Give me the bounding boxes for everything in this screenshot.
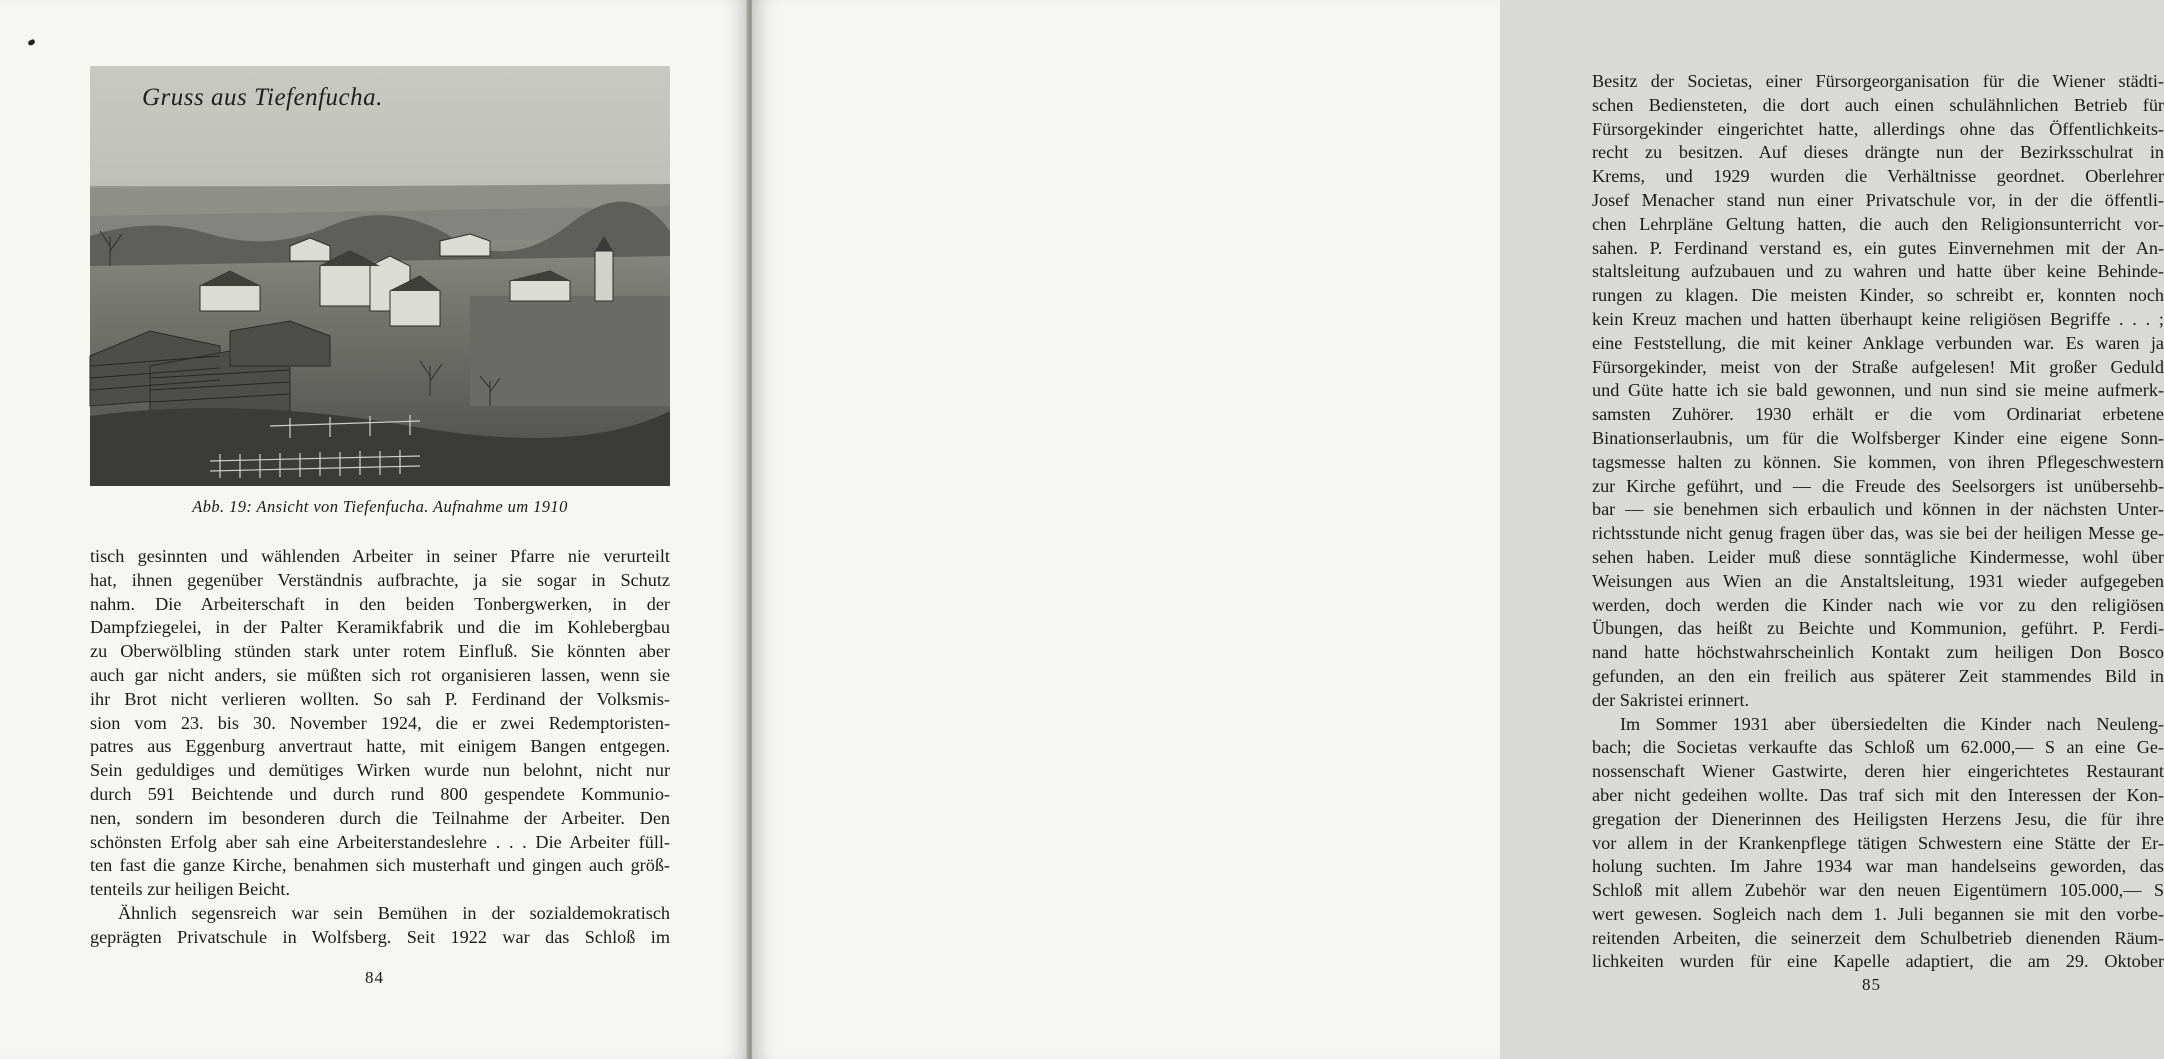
right-page [752, 0, 2164, 1059]
text-line: Fürsorgekinder eingerichtet hatte, allerdings ohne das Öffentlichkeits- [1592, 118, 2164, 139]
text-line: bach; die Societas verkaufte das Schloß um 62.000,— S an eine Ge- [1592, 737, 2164, 758]
text-line: hat, ihnen gegenüber Verständnis aufbrachte, ja sie sogar in Schutz [90, 569, 670, 590]
text-line: gregation der Dienerinnen des Heiligsten Herzens Jesu, die für ihre [1592, 808, 2164, 829]
text-line: nahm. Die Arbeiterschaft in den beiden Tonbergwerken, in der [90, 593, 670, 614]
text-line: ten fast die ganze Kirche, benahmen sich musterhaft und gingen auch größ- [90, 855, 670, 876]
text-line: lichkeiten wurden für eine Kapelle adaptiert, die am 29. Oktober [1592, 951, 2164, 972]
text-line: ihr Brot nicht verlieren wollten. So sah P. Ferdinand der Volksmis- [90, 688, 670, 709]
text-line: der Sakristei erinnert. [1592, 689, 1750, 710]
text-line: vor allem in der Krankenpflege tätigen Schwestern eine Stätte der Er- [1592, 832, 2164, 853]
text-line: auch gar nicht anders, sie müßten sich rot organisieren lassen, wenn sie [90, 664, 670, 685]
text-line: nand hatte höchstwahrscheinlich Kontakt zum heiligen Don Bosco [1592, 642, 2164, 663]
text-line: gefunden, an den ein freilich aus späterer Zeit stammendes Bild in [1592, 665, 2164, 686]
text-line: Schloß mit allem Zubehör war den neuen Eigentümern 105.000,— S [1592, 880, 2164, 901]
text-line: tisch gesinnten und wählenden Arbeiter in seiner Pfarre nie verurteilt [90, 546, 670, 566]
text-line: samsten Zuhörer. 1930 erhält er die vom Ordinariat erbetene [1592, 404, 2164, 425]
text-line: durch 591 Beichtende und durch rund 800 gespendete Kommunio- [90, 783, 670, 804]
text-line: bar — sie benehmen sich erbaulich und können in der nächsten Unter- [1592, 499, 2164, 520]
text-line: zu Oberwölbling stünden stark unter rotem Einfluß. Sie könnten aber [90, 641, 670, 662]
text-line: Dampfziegelei, in der Palter Keramikfabrik und die im Kohlebergbau [90, 617, 670, 638]
page-number-right: 85 [1862, 975, 1881, 994]
text-line: schönsten Erfolg aber sah eine Arbeiterstandeslehre . . . Die Arbeiter füll- [90, 831, 670, 852]
figure-caption: Abb. 19: Ansicht von Tiefenfucha. Aufnahme um 1910 [192, 497, 568, 516]
text-line: tenteils zur heiligen Beicht. [90, 879, 291, 900]
text-line: Binationserlaubnis, um für die Wolfsberger Kinder eine eigene Sonn- [1592, 427, 2164, 448]
text-line: tagsmesse halten zu können. Sie kommen, von ihren Pflegeschwestern [1592, 451, 2164, 472]
text-line: rungen zu klagen. Die meisten Kinder, so schreibt er, konnten noch [1592, 285, 2164, 306]
photo-title: Gruss aus Tiefenfucha. [142, 84, 383, 111]
text-line: holung suchten. Im Jahre 1934 war man handelseins geworden, das [1592, 856, 2164, 877]
text-line: Weisungen aus Wien an die Anstaltsleitung, 1931 wieder aufgegeben [1592, 570, 2164, 591]
text-line: recht zu besitzen. Auf dieses drängte nun der Bezirksschulrat in [1592, 142, 2164, 163]
text-line: chen Lehrpläne Geltung hatten, die auch den Religionsunterricht vor- [1592, 213, 2164, 234]
text-line: Übungen, das heißt zu Beichte und Kommunion, geführt. P. Ferdi- [1592, 618, 2164, 639]
page-number-left: 84 [365, 968, 384, 987]
text-line: Besitz der Societas, einer Fürsorgeorganisation für die Wiener städti- [1592, 71, 2164, 91]
right-body-text [1592, 70, 2164, 974]
text-line: richtsstunde nicht genug fragen über das, was sie bei der heiligen Messe ge- [1592, 523, 2164, 544]
text-line: schen Bediensteten, die dort auch einen schulähnlichen Betrieb für [1592, 94, 2164, 115]
left-page [0, 0, 748, 1059]
text-line: nen, sondern im besonderen durch die Teilnahme der Arbeiter. Den [90, 807, 670, 828]
text-line: Im Sommer 1931 aber übersiedelten die Kinder nach Neuleng- [1620, 713, 2164, 734]
text-line: patres aus Eggenburg anvertraut hatte, mit einigem Bangen entgegen. [90, 736, 670, 757]
text-line: staltsleitung aufzubauen und zu wahren und hatte über keine Behinde- [1592, 261, 2164, 282]
village-photo [90, 66, 670, 486]
text-line: sion vom 23. bis 30. November 1924, die er zwei Redemptoristen- [90, 712, 670, 733]
text-line: und Güte hatte ich sie bald gewonnen, und nun sind sie meine aufmerk- [1592, 380, 2164, 401]
text-line: Josef Menacher stand nun einer Privatschule vor, in der die öffentli- [1592, 189, 2164, 210]
text-line: aber nicht gedeihen wollte. Das traf sich mit den Interessen der Kon- [1592, 784, 2164, 805]
text-line: kein Kreuz machen und hatten überhaupt keine religiösen Begriffe . . . ; [1592, 308, 2164, 329]
text-line: sehen haben. Leider muß diese sonntägliche Kindermesse, wohl über [1592, 546, 2164, 567]
text-line: Fürsorgekinder, meist von der Straße aufgelesen! Mit großer Geduld [1592, 356, 2164, 377]
text-line: werden, doch werden die Kinder nach wie vor zu den religiösen [1592, 594, 2164, 615]
text-line: zur Kirche geführt, und — die Freude des Seelsorgers ist unübersehb- [1592, 475, 2164, 496]
left-body-text [90, 545, 670, 950]
text-line: eine Feststellung, die mit keiner Anklage verbunden war. Es waren ja [1592, 332, 2164, 353]
text-line: Ähnlich segensreich war sein Bemühen in der sozialdemokratisch [118, 902, 670, 923]
ink-mark [27, 39, 35, 46]
text-line: Sein geduldiges und demütiges Wirken wurde nun belohnt, nicht nur [90, 760, 670, 781]
text-line: Krems, und 1929 wurden die Verhältnisse geordnet. Oberlehrer [1592, 166, 2164, 187]
text-line: sahen. P. Ferdinand verstand es, ein gutes Einvernehmen mit der An- [1592, 237, 2164, 258]
village-photo-image [90, 66, 670, 486]
text-line: wert gewesen. Sogleich nach dem 1. Juli begannen sie mit den vorbe- [1592, 903, 2164, 924]
text-line: geprägten Privatschule in Wolfsberg. Seit 1922 war das Schloß im [90, 926, 670, 947]
text-line: nossenschaft Wiener Gastwirte, deren hier eingerichtetes Restaurant [1592, 761, 2164, 782]
text-line: reitenden Arbeiten, die seinerzeit dem Schulbetrieb dienenden Räum- [1592, 927, 2164, 948]
